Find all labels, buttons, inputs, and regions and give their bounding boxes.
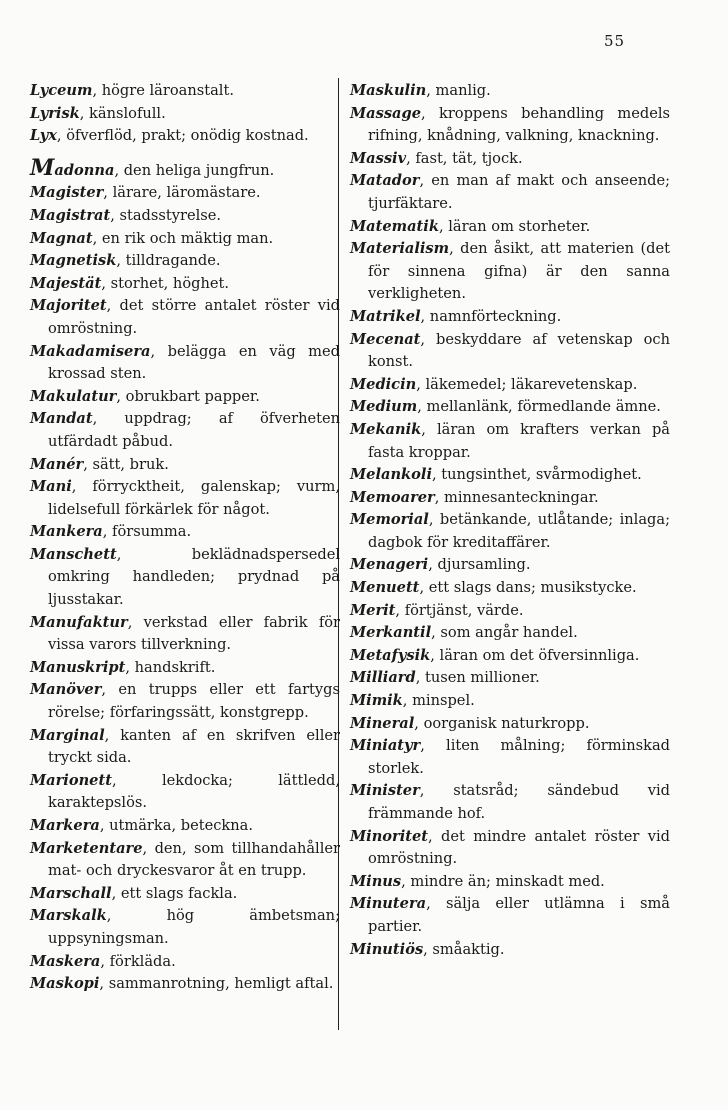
- entry-definition: , lekdocka; lättledd, karaktерslös.: [48, 771, 340, 812]
- entry-headword: Materialism: [350, 240, 450, 258]
- dictionary-entry: [30, 273, 340, 296]
- entry-definition: , namnförteckning.: [420, 307, 562, 325]
- entry-headword: Manöver: [30, 681, 102, 699]
- entry-definition: , förrycktheit, galenskap; vurm, lidelsefull förkärlek för något.: [48, 478, 340, 518]
- entry-headword: Lyx: [30, 127, 57, 145]
- entry-definition: , manlig.: [426, 82, 491, 99]
- entry-headword: Menageri: [350, 556, 429, 574]
- entry-definition: , hög ämbetsman; uppsyningsman.: [48, 907, 340, 947]
- entry-definition: , det större antalet röster vid omröstning.: [48, 297, 340, 337]
- dictionary-entry: [30, 80, 340, 103]
- dictionary-entry: [350, 509, 670, 554]
- entry-headword: Merit: [350, 601, 396, 619]
- dictionary-entry: [30, 154, 340, 183]
- dictionary-entry: [350, 893, 670, 938]
- entry-headword: Marschall: [30, 884, 112, 902]
- entry-definition: , högre läroanstalt.: [92, 82, 234, 99]
- entry-definition: , mellanlänk, förmedlande ämne.: [417, 398, 661, 416]
- entry-headword: Makadamisera: [30, 342, 151, 360]
- dictionary-entry: [30, 228, 340, 251]
- entry-headword: Majoritet: [30, 297, 107, 315]
- entry-headword: Majestät: [30, 274, 102, 292]
- page-number: 55: [604, 32, 626, 50]
- entry-headword: Medicin: [350, 375, 417, 393]
- entry-headword: Magistrat: [30, 206, 111, 224]
- entry-definition: , fast, tät, tjock.: [406, 149, 523, 167]
- entry-definition: , läran om krafters verkan på fasta kroppar.: [368, 420, 670, 461]
- dictionary-entry: [30, 125, 340, 148]
- entry-definition: , kroppens behandling medels rifning, knådning, valkning, knackning.: [368, 104, 670, 145]
- entry-definition: , ett slags dans; musikstycke.: [419, 579, 637, 597]
- entry-headword: Massiv: [350, 149, 407, 167]
- entry-headword: Mineral: [350, 714, 415, 732]
- entry-definition: , sammanrotning, hemligt aftal.: [99, 975, 334, 993]
- entry-headword: Marionett: [30, 771, 112, 789]
- dictionary-entry: [350, 170, 670, 215]
- entry-headword: Memoarer: [350, 488, 435, 506]
- entry-definition: , beklädnadspersedel omkring handleden; prydnad på ljusstakar.: [48, 545, 340, 609]
- dictionary-entry: [30, 544, 340, 612]
- entry-definition: , tilldragande.: [116, 252, 221, 270]
- entry-definition: , beskyddare af vetenskap och konst.: [368, 330, 670, 371]
- entry-definition: , storhet, höghet.: [101, 274, 229, 292]
- entry-headword: adonna: [54, 161, 115, 179]
- dictionary-entry: [350, 487, 670, 510]
- dictionary-entry: [30, 250, 340, 273]
- entry-headword: Melankoli: [350, 466, 432, 484]
- entry-definition: , belägga en väg med krossad sten.: [48, 342, 340, 383]
- entry-definition: , liten målning; förminskad storlek.: [368, 737, 670, 777]
- entry-headword: Manér: [30, 455, 84, 473]
- section-initial: M: [30, 154, 55, 181]
- dictionary-entry: [30, 770, 340, 815]
- entry-headword: Mekanik: [350, 420, 422, 438]
- dictionary-entry: [30, 103, 340, 126]
- entry-headword: Markera: [30, 817, 100, 834]
- entry-headword: Metafysik: [350, 646, 431, 664]
- entry-definition: , sätt, bruk.: [83, 455, 169, 473]
- left-column: [30, 80, 340, 996]
- entry-definition: , den åsikt, att materien (det för sinnena gifna) är den sanna verkligheten.: [368, 240, 670, 303]
- entry-definition: , minspel.: [402, 692, 475, 710]
- entry-definition: , minnesanteckningar.: [434, 488, 599, 506]
- dictionary-entry: [30, 408, 340, 453]
- entry-definition: , en man af makt och anseende; tjurfäktare.: [368, 172, 670, 212]
- entry-headword: Medium: [350, 398, 418, 416]
- entry-headword: Minus: [350, 872, 402, 890]
- right-column: [350, 80, 670, 961]
- dictionary-entry: [350, 80, 670, 103]
- entry-definition: , oorganisk naturkropp.: [414, 714, 590, 732]
- dictionary-entry: [30, 205, 340, 228]
- dictionary-entry: [350, 374, 670, 397]
- entry-headword: Lyceum: [30, 82, 93, 99]
- dictionary-entry: [350, 622, 670, 645]
- dictionary-entry: [350, 735, 670, 780]
- entry-headword: Merkantil: [350, 624, 432, 642]
- entry-headword: Magister: [30, 184, 104, 202]
- entry-headword: Marskalk: [30, 907, 107, 925]
- dictionary-entry: [350, 645, 670, 668]
- dictionary-entry: [30, 951, 340, 974]
- entry-definition: , ett slags fackla.: [111, 884, 238, 902]
- entry-definition: , mindre än; minskadt med.: [401, 872, 605, 890]
- dictionary-entry: [30, 454, 340, 477]
- entry-headword: Matador: [350, 172, 420, 190]
- entry-headword: Marketentare: [30, 839, 143, 857]
- dictionary-entry: [350, 238, 670, 306]
- dictionary-entry: [350, 464, 670, 487]
- dictionary-entry: [350, 148, 670, 171]
- dictionary-entry: [30, 725, 340, 770]
- dictionary-entry: [350, 396, 670, 419]
- entry-definition: , lärare, läromästare.: [103, 184, 261, 202]
- dictionary-entry: [350, 600, 670, 623]
- entry-definition: , stadsstyrelse.: [110, 206, 222, 224]
- entry-headword: Magnat: [30, 229, 93, 247]
- entry-headword: Menuett: [350, 579, 420, 597]
- dictionary-entry: [30, 973, 340, 996]
- entry-definition: , betänkande, utlåtande; inlaga; dagbok för kreditaffärer.: [368, 511, 670, 551]
- entry-definition: , djursamling.: [428, 556, 531, 574]
- dictionary-entry: [30, 612, 340, 657]
- entry-headword: Mankera: [30, 523, 103, 541]
- entry-definition: , obrukbart papper.: [116, 387, 260, 405]
- entry-definition: , sälja eller utlämna i små partier.: [368, 895, 670, 935]
- entry-definition: , läran om storheter.: [438, 217, 591, 235]
- dictionary-entry: [30, 182, 340, 205]
- entry-headword: Mimik: [350, 692, 403, 710]
- dictionary-entry: [30, 679, 340, 724]
- dictionary-entry: [30, 341, 340, 386]
- entry-headword: Mecenat: [350, 330, 421, 348]
- dictionary-entry: [30, 815, 340, 838]
- entry-definition: , tungsinthet, svårmodighet.: [431, 466, 642, 484]
- entry-definition: , handskrift.: [125, 658, 216, 676]
- entry-definition: , uppdrag; af öfverheten utfärdadt påbud.: [48, 410, 340, 450]
- entry-headword: Minister: [350, 782, 420, 800]
- dictionary-entry: [350, 690, 670, 713]
- entry-headword: Minutiös: [350, 940, 424, 958]
- entry-definition: , som angår handel.: [431, 624, 578, 642]
- entry-headword: Manuskript: [30, 658, 126, 676]
- entry-headword: Matematik: [350, 217, 439, 235]
- dictionary-entry: [350, 667, 670, 690]
- entry-headword: Maskera: [30, 952, 101, 970]
- dictionary-entry: [350, 577, 670, 600]
- entry-headword: Minoritet: [350, 827, 429, 845]
- entry-definition: , den, som tillhandahåller mat- och dryckesvaror åt en trupp.: [48, 839, 340, 880]
- entry-definition: , utmärka, beteckna.: [99, 817, 253, 834]
- entry-headword: Massage: [350, 104, 421, 122]
- entry-headword: Mani: [30, 478, 72, 496]
- dictionary-entry: [30, 657, 340, 680]
- dictionary-entry: [30, 476, 340, 521]
- dictionary-entry: [350, 216, 670, 239]
- entry-definition: , kanten af en skrifven eller tryckt sida.: [48, 726, 340, 767]
- entry-definition: , läran om det öfversinnliga.: [430, 646, 640, 664]
- entry-definition: , statsråd; sändebud vid främmande hof.: [368, 782, 670, 822]
- entry-headword: Maskulin: [350, 82, 427, 99]
- dictionary-entry: [350, 419, 670, 464]
- entry-definition: , läkemedel; läkarevetenskap.: [416, 375, 638, 393]
- dictionary-entry: [30, 838, 340, 883]
- entry-definition: , verkstad eller fabrik för vissa varors tillverkning.: [48, 613, 340, 654]
- entry-headword: Marginal: [30, 726, 105, 744]
- dictionary-entry: [350, 306, 670, 329]
- entry-headword: Lyrisk: [30, 104, 80, 122]
- entry-headword: Miniatyr: [350, 737, 421, 755]
- entry-headword: Manschett: [30, 545, 117, 563]
- entry-definition: , förtjänst, värde.: [395, 601, 524, 619]
- entry-headword: Manufaktur: [30, 613, 128, 631]
- entry-definition: , tusen millioner.: [415, 669, 540, 687]
- entry-definition: , känslofull.: [79, 104, 166, 122]
- entry-definition: , en trupps eller ett fartygs rörelse; förfaringssätt, konstgrepp.: [48, 681, 340, 722]
- dictionary-entry: [30, 905, 340, 950]
- entry-headword: Makulatur: [30, 387, 117, 405]
- entry-headword: Memorial: [350, 511, 429, 529]
- entry-headword: Mandat: [30, 410, 93, 428]
- dictionary-entry: [30, 521, 340, 544]
- dictionary-entry: [30, 386, 340, 409]
- dictionary-entry: [350, 103, 670, 148]
- entry-definition: , småaktig.: [423, 940, 505, 958]
- entry-definition: , försumma.: [102, 523, 192, 541]
- dictionary-entry: [350, 713, 670, 736]
- dictionary-entry: [350, 826, 670, 871]
- dictionary-entry: [350, 871, 670, 894]
- entry-headword: Magnetisk: [30, 252, 117, 270]
- entry-definition: , en rik och mäktig man.: [92, 229, 274, 247]
- dictionary-entry: [30, 883, 340, 906]
- entry-definition: , förkläda.: [100, 952, 176, 970]
- entry-headword: Milliard: [350, 669, 416, 687]
- dictionary-entry: [30, 295, 340, 340]
- entry-definition: , det mindre antalet röster vid omröstning.: [368, 827, 670, 868]
- dictionary-entry: [350, 329, 670, 374]
- entry-definition: , öfverflöd, prakt; onödig kostnad.: [56, 127, 309, 145]
- dictionary-entry: [350, 780, 670, 825]
- dictionary-entry: [350, 939, 670, 962]
- entry-headword: Minutera: [350, 895, 427, 913]
- entry-headword: Matrikel: [350, 307, 421, 325]
- entry-definition: , den heliga jungfrun.: [114, 161, 275, 179]
- entry-headword: Maskopi: [30, 975, 100, 993]
- dictionary-entry: [350, 554, 670, 577]
